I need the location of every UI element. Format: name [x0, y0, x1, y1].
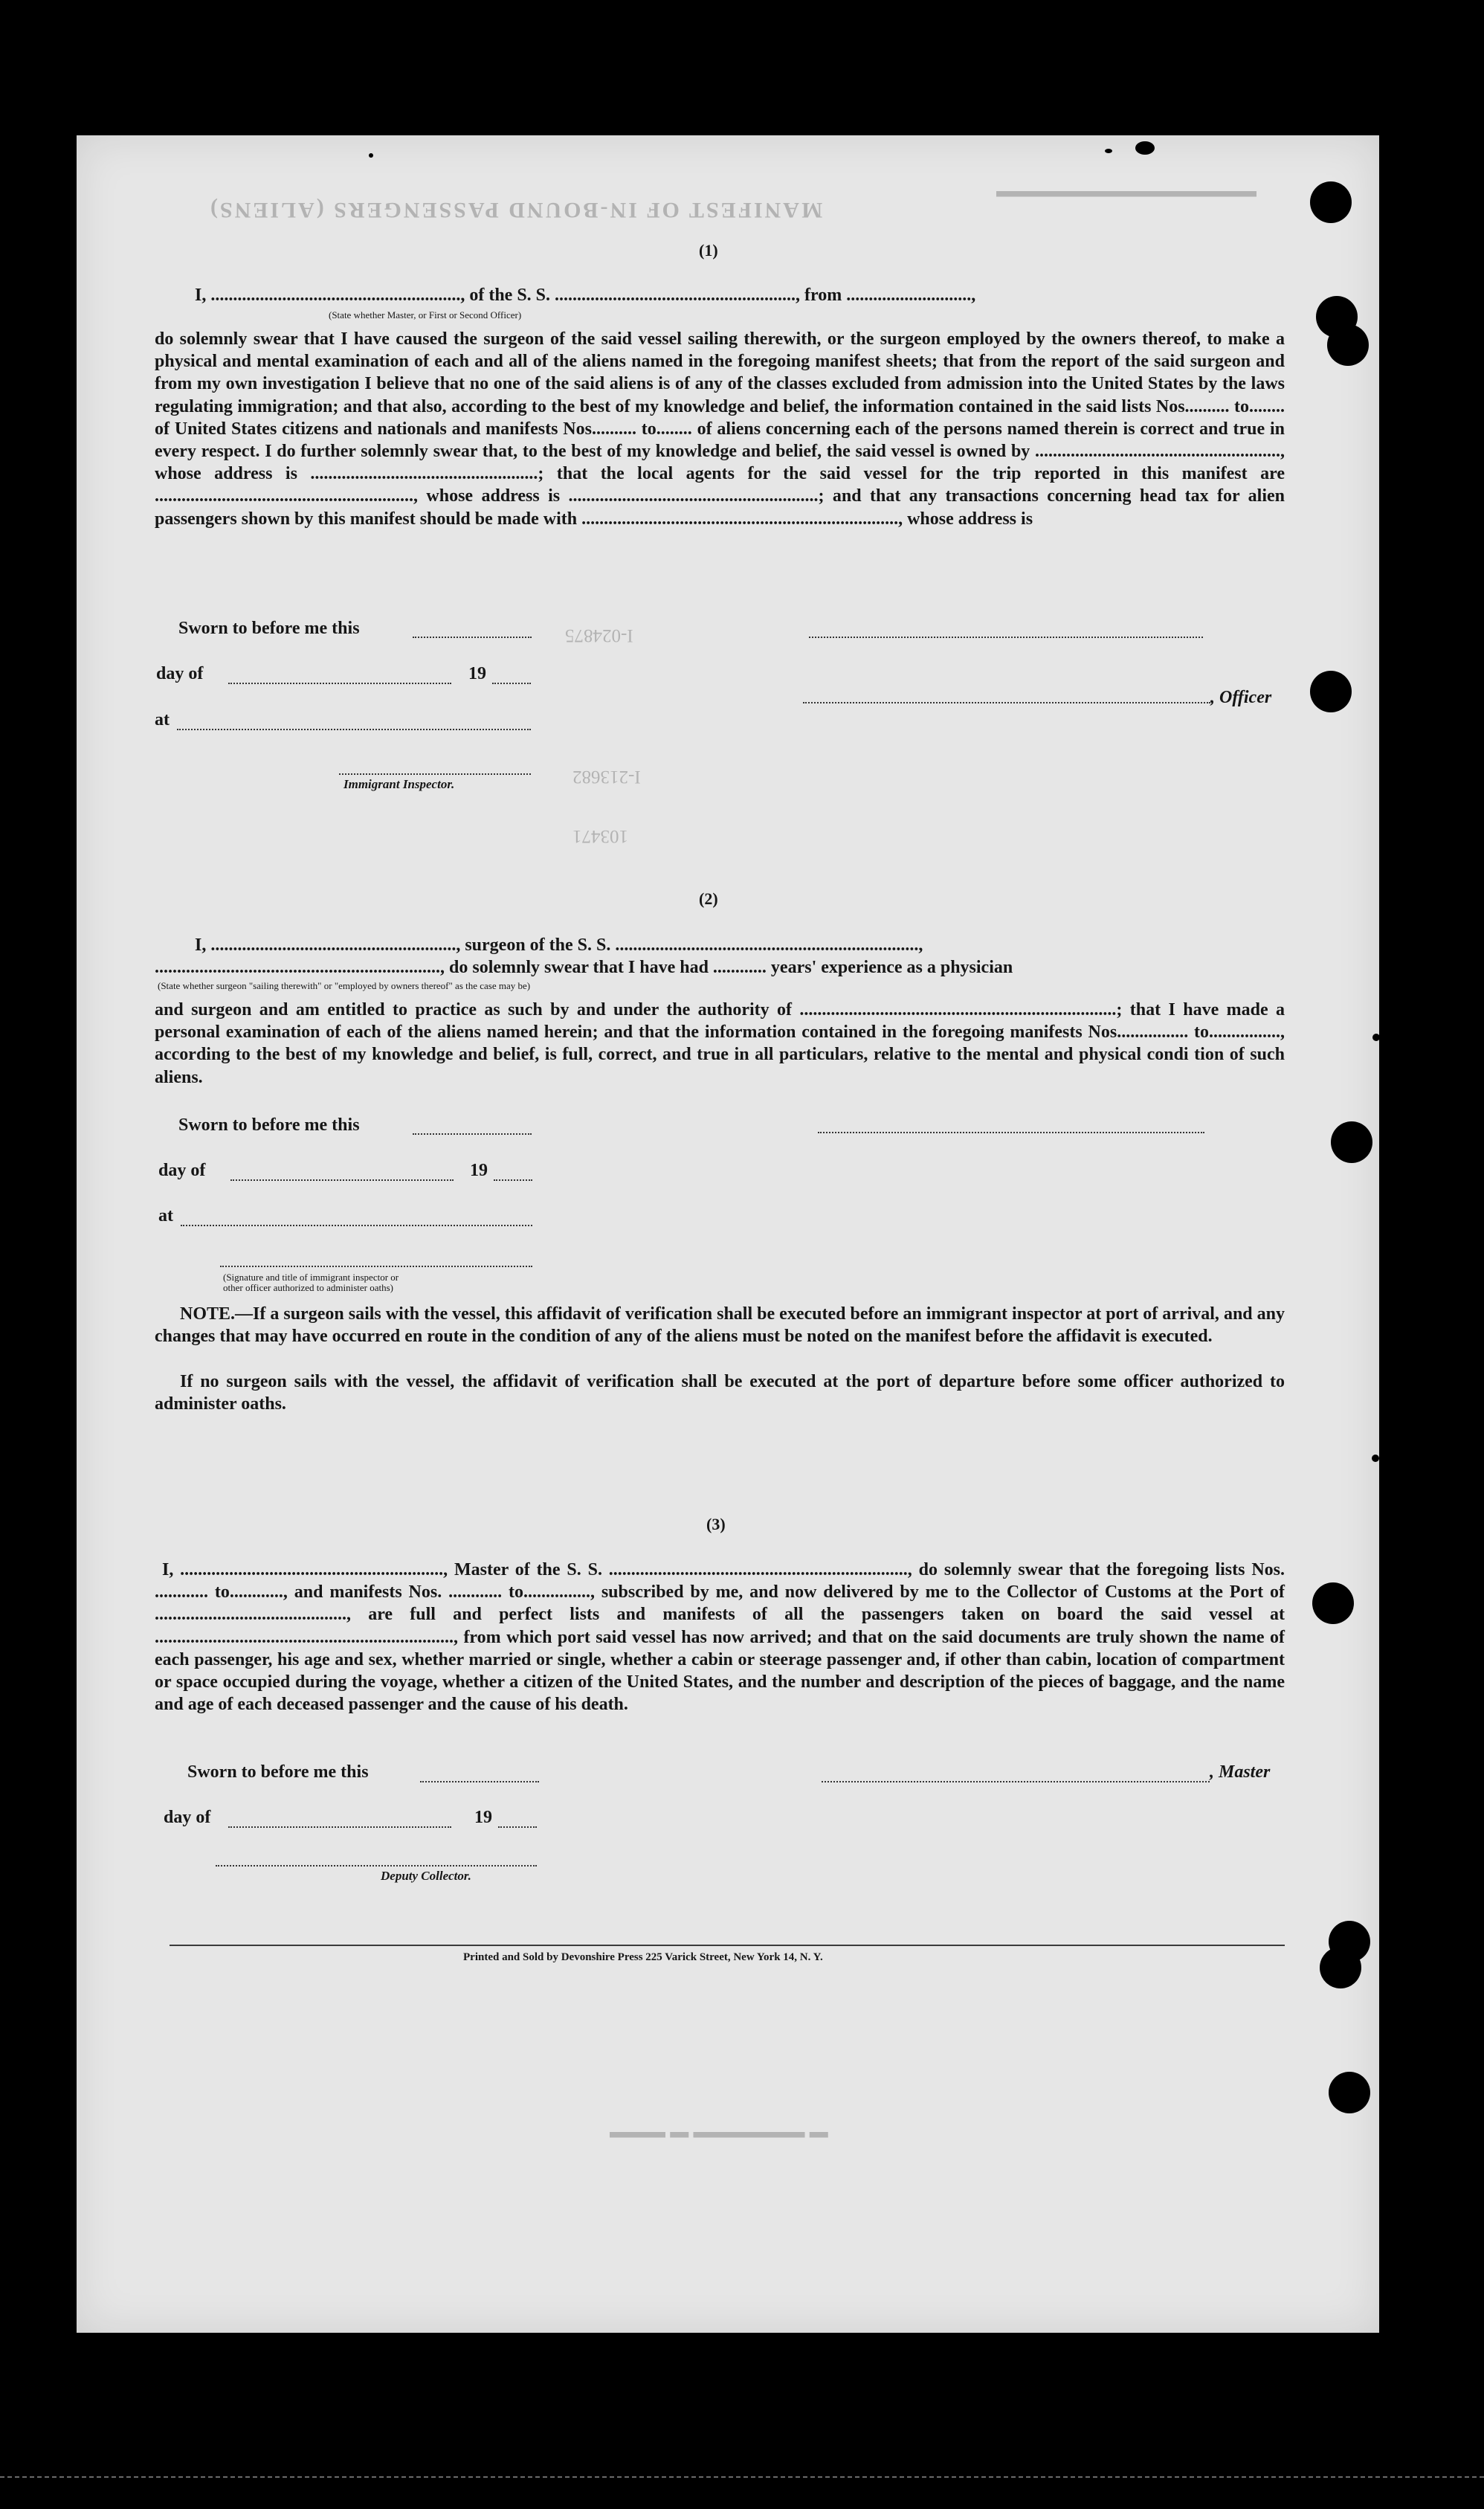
section-2-day-label: day of [158, 1161, 206, 1180]
scan-edge-line [0, 2476, 1484, 2478]
section-2-note-2: If no surgeon sails with the vessel, the affidavit of verification shall be executed at the port of departure before some officer authorized to administer oaths. [155, 1372, 1285, 1414]
section-2-lead-1: I, ......................................................., surgeon of the S. S. ...................................................................., [195, 935, 923, 955]
section-3-sworn-line [420, 1781, 539, 1782]
section-2-day-line [230, 1179, 454, 1181]
section-1-officer-line [803, 702, 1210, 703]
ink-speck [1372, 1455, 1379, 1462]
ink-speck [1105, 149, 1112, 153]
section-2-signature-note-1: (Signature and title of immigrant inspector or [223, 1272, 399, 1283]
section-2-signature-line [818, 1132, 1204, 1133]
section-2-lead-2: ................................................................, do solemnly swear that I have had ............ years' experience as a physician [155, 958, 1013, 977]
section-2-sworn: Sworn to before me this [178, 1115, 360, 1135]
bleed-through-header-right: ▬▬▬▬▬▬▬▬▬▬▬▬▬▬ [996, 187, 1256, 207]
section-1-inspector-line [339, 773, 531, 775]
bleed-through-footer: ▬ ▬▬▬▬▬▬ ▬ ▬▬▬ [610, 2128, 828, 2148]
section-1-year: 19 [468, 664, 486, 683]
section-3-label: (3) [706, 1515, 726, 1533]
section-3-master: , Master [1210, 1762, 1271, 1782]
section-3-master-line [822, 1781, 1210, 1782]
section-1-sworn-line [413, 637, 532, 638]
section-3-body: I, ..........................................................., Master of the S. S. ..................................................................., do solemnly swear that the foregoing lists Nos. ............ to............, and manifests Nos. ............ to..............., subscribed by me, and now delivered by me to the Collector of Customs at the Port of ..........................................., are full and perfect lists and manifests of all the passengers taken on board the said vessel at ..................................................................., from which port said vessel has now arrived; and that on the said documents are truly shown the name of each passenger, his age and sex, whether married or single, whether a cabin or steerage passenger and, if other than cabin, location of compartment or space occupied during the voyage, whether a citizen of the United States, and the number and description of the pieces of baggage, and the name and age of each deceased passenger and the cause of his death. [155, 1560, 1285, 1715]
section-3-year-line [498, 1826, 537, 1828]
bleed-through-heading: MANIFEST OF IN-BOUND PASSENGERS (ALIENS) [208, 198, 823, 222]
punch-hole [1310, 671, 1352, 712]
printer-imprint: Printed and Sold by Devonshire Press 225 Varick Street, New York 14, N. Y. [463, 1951, 823, 1963]
section-2-note: NOTE.—If a surgeon sails with the vessel, this affidavit of verification shall be executed before an immigrant inspector at port of arrival, and any changes that may have occurred en route in the condition of any of the aliens must be noted on the manifest before the affidavit is executed. [155, 1304, 1285, 1347]
section-1-signature-line [809, 637, 1203, 638]
section-3-day-line [228, 1826, 451, 1828]
section-2-at-line [181, 1225, 532, 1226]
section-1-year-line [492, 683, 531, 684]
section-2-signature-note-2: other officer authorized to administer oaths) [223, 1282, 393, 1293]
section-1-day-line [228, 683, 451, 684]
section-1-lead: I, ........................................................, of the S. S. ......................................................, from ............................, [195, 286, 976, 305]
section-2-body: and surgeon and am entitled to practice as such by and under the authority of .......................................................................; that I have made a personal examination of each of the aliens named herein; and that the information contained in the foregoing manifests Nos................ to................, according to the best of my knowledge and belief, is full, correct, and true in all particulars, relative to the mental and physical condi tion of such aliens. [155, 1000, 1285, 1087]
section-2-label: (2) [699, 889, 718, 908]
punch-hole [1331, 1121, 1372, 1163]
section-1-at-line [177, 729, 531, 730]
section-3-deputy-title: Deputy Collector. [381, 1869, 471, 1883]
section-1-day-label: day of [156, 664, 204, 683]
punch-hole [1327, 324, 1369, 366]
ink-speck [1135, 141, 1155, 155]
ink-speck [369, 153, 373, 158]
bleed-through-stamp-2: I-213682 [572, 767, 641, 787]
section-3-deputy-line [216, 1865, 537, 1867]
section-1-at-label: at [155, 710, 170, 729]
section-1-label: (1) [699, 241, 718, 260]
section-1-lead-note: (State whether Master, or First or Second Officer) [329, 309, 522, 321]
bleed-through-stamp-3: 103471 [572, 826, 628, 846]
punch-hole [1320, 1947, 1361, 1988]
section-2-signature-line-inspector [220, 1266, 532, 1267]
punch-hole [1312, 1582, 1354, 1624]
section-2-year: 19 [470, 1161, 488, 1180]
section-1-body: do solemnly swear that I have caused the surgeon of the said vessel sailing therewith, or the surgeon employed by the owners thereof, to make a physical and mental examination of each and all of the aliens named in the foregoing manifest sheets; that from the report of the said surgeon and from my own investigation I believe that no one of the said aliens is of any of the classes excluded from admission into the United States by the laws regulating immigration; and that also, according to the best of my knowledge and belief, the information contained in the said lists Nos.......... to........ of United States citizens and nationals and manifests Nos.......... to........ of aliens concerning each of the persons named therein is correct and true in every respect. I do further solemnly swear that, to the best of my knowledge and belief, the said vessel is owned by ......................................................., whose address is ...................................................; that the local agents for the said vessel for the trip reported in this manifest are .........................................................., whose address is ........................................................; and that any transactions concerning head tax for alien passengers shown by this manifest should be made with ......................................................................., whose address is [155, 329, 1285, 529]
section-1-sworn: Sworn to before me this [178, 619, 360, 638]
punch-hole [1329, 2072, 1370, 2113]
section-2-lead-note: (State whether surgeon "sailing therewith" or "employed by owners thereof" as the case may be) [158, 980, 531, 991]
ink-speck [1372, 1034, 1380, 1041]
bleed-through-stamp-1: I-024875 [565, 625, 633, 645]
footer-divider [170, 1945, 1285, 1946]
punch-hole [1310, 181, 1352, 223]
section-2-sworn-line [413, 1133, 532, 1135]
section-1-inspector-title: Immigrant Inspector. [343, 777, 455, 791]
section-3-day-label: day of [164, 1808, 211, 1827]
section-3-year: 19 [474, 1808, 492, 1827]
section-1-officer: , Officer [1210, 688, 1272, 707]
section-2-at-label: at [158, 1206, 173, 1225]
section-2-year-line [494, 1179, 532, 1181]
section-3-sworn: Sworn to before me this [187, 1762, 369, 1782]
